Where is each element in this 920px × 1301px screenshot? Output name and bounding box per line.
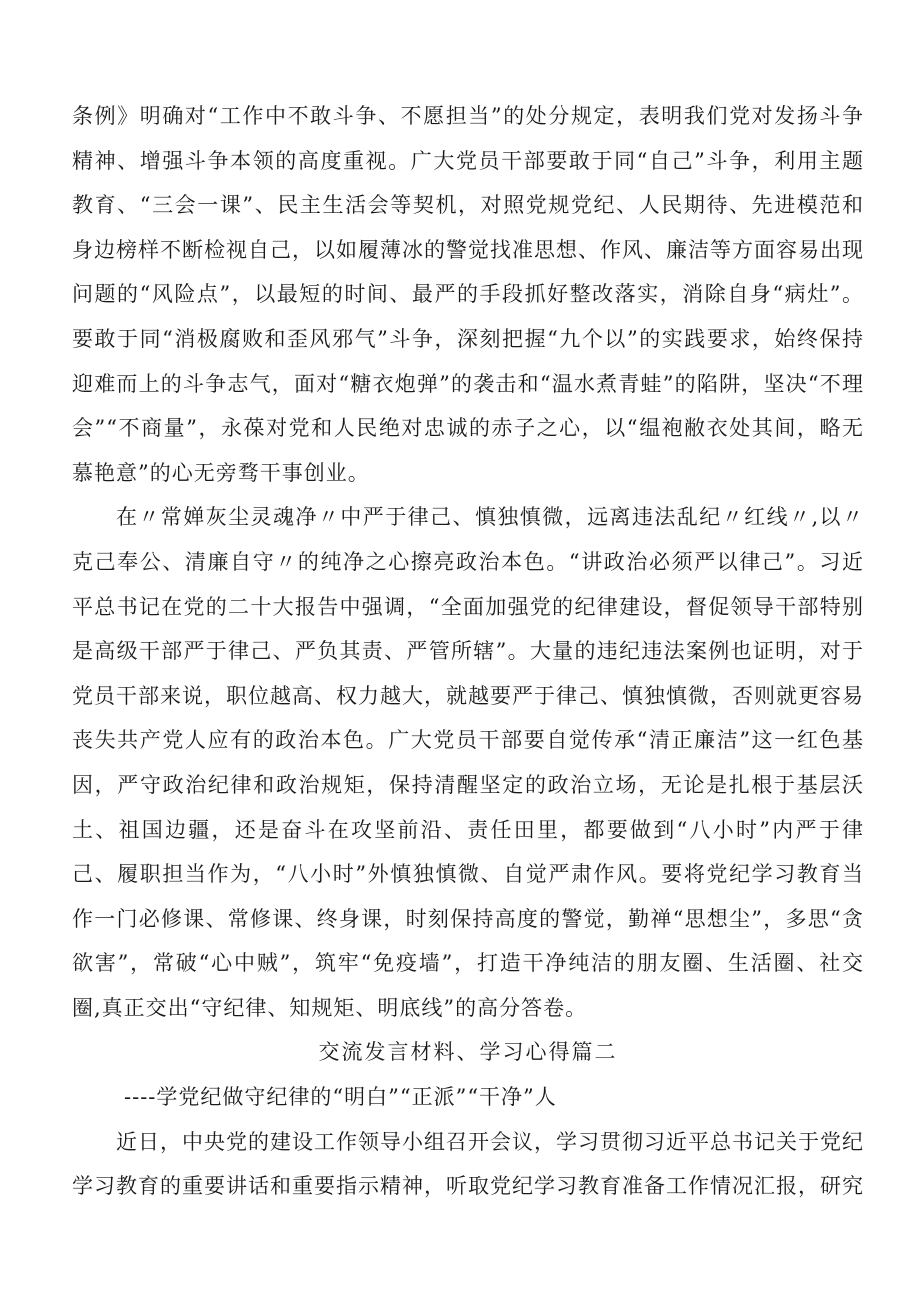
section-subheading: ----学党纪做守纪律的“明白”“正派”“干净”人 (124, 1085, 557, 1110)
section-heading: 交流发言材料、学习心得篇二 (318, 1040, 618, 1065)
paragraph-continued: 条例》明确对“工作中不敢斗争、不愿担当”的处分规定，表明我们党对发扬斗争精神、增强斗争本领的高度重视。广大党员干部要敢于同“自己”斗争，利用主题教育、“三会一课”、民主生活会等契机，对照党规党纪、人民期待、先进模范和身边榜样不断检视自己，以如履薄冰的警觉找准思想、作风、廉洁等方面容易出现问题的“风险点”，以最短的时间、最严的手段抓好整改落实，消除自身“病灶”。要敢于同“消极腐败和歪风邪气”斗争，深刻把握“九个以”的实践要求，始终保持迎难而上的斗争志气，面对“糖衣炮弹”的袭击和“温水煮青蛙”的陷阱，坚决“不理会”“不商量”，永葆对党和人民绝对忠诚的赤子之心，以“缊袍敝衣处其间，略无慕艳意”的心无旁骛干事创业。 (72, 104, 864, 485)
paragraph-self-discipline: 在〃常婵灰尘灵魂净〃中严于律己、慎独慎微，远离违法乱纪〃红线〃,以〃克己奉公、清廉自守〃的纯净之心擦亮政治本色。“讲政治必须严以律己”。习近平总书记在党的二十大报告中强调，“全面加强党的纪律建设，督促领导干部特别是高级干部严于律己、严负其责、严管所辖”。大量的违纪违法案例也证明，对于党员干部来说，职位越高、权力越大，就越要严于律己、慎独慎微，否则就更容易丧失共产党人应有的政治本色。广大党员干部要自觉传承“清正廉洁”这一红色基因，严守政治纪律和政治规矩，保持清醒坚定的政治立场，无论是扎根于基层沃土、祖国边疆，还是奋斗在攻坚前沿、责任田里，都要做到“八小时”内严于律己、履职担当作为，“八小时”外慎独慎微、自觉严肃作风。要将党纪学习教育当作一门必修课、常修课、终身课，时刻保持高度的警觉，勤禅“思想尘”，多思“贪欲害”，常破“心中贼”，筑牢“免疫墙”，打造干净纯洁的朋友圈、生活圈、社交圈,真正交出“守纪律、知规矩、明底线”的高分答卷。 (72, 505, 864, 1020)
paragraph-opening: 近日，中央党的建设工作领导小组召开会议，学习贯彻习近平总书记关于党纪学习教育的重要讲话和重要指示精神，听取党纪学习教育准备工作情况汇报，研究 (72, 1129, 864, 1199)
document-body (72, 94, 864, 1209)
